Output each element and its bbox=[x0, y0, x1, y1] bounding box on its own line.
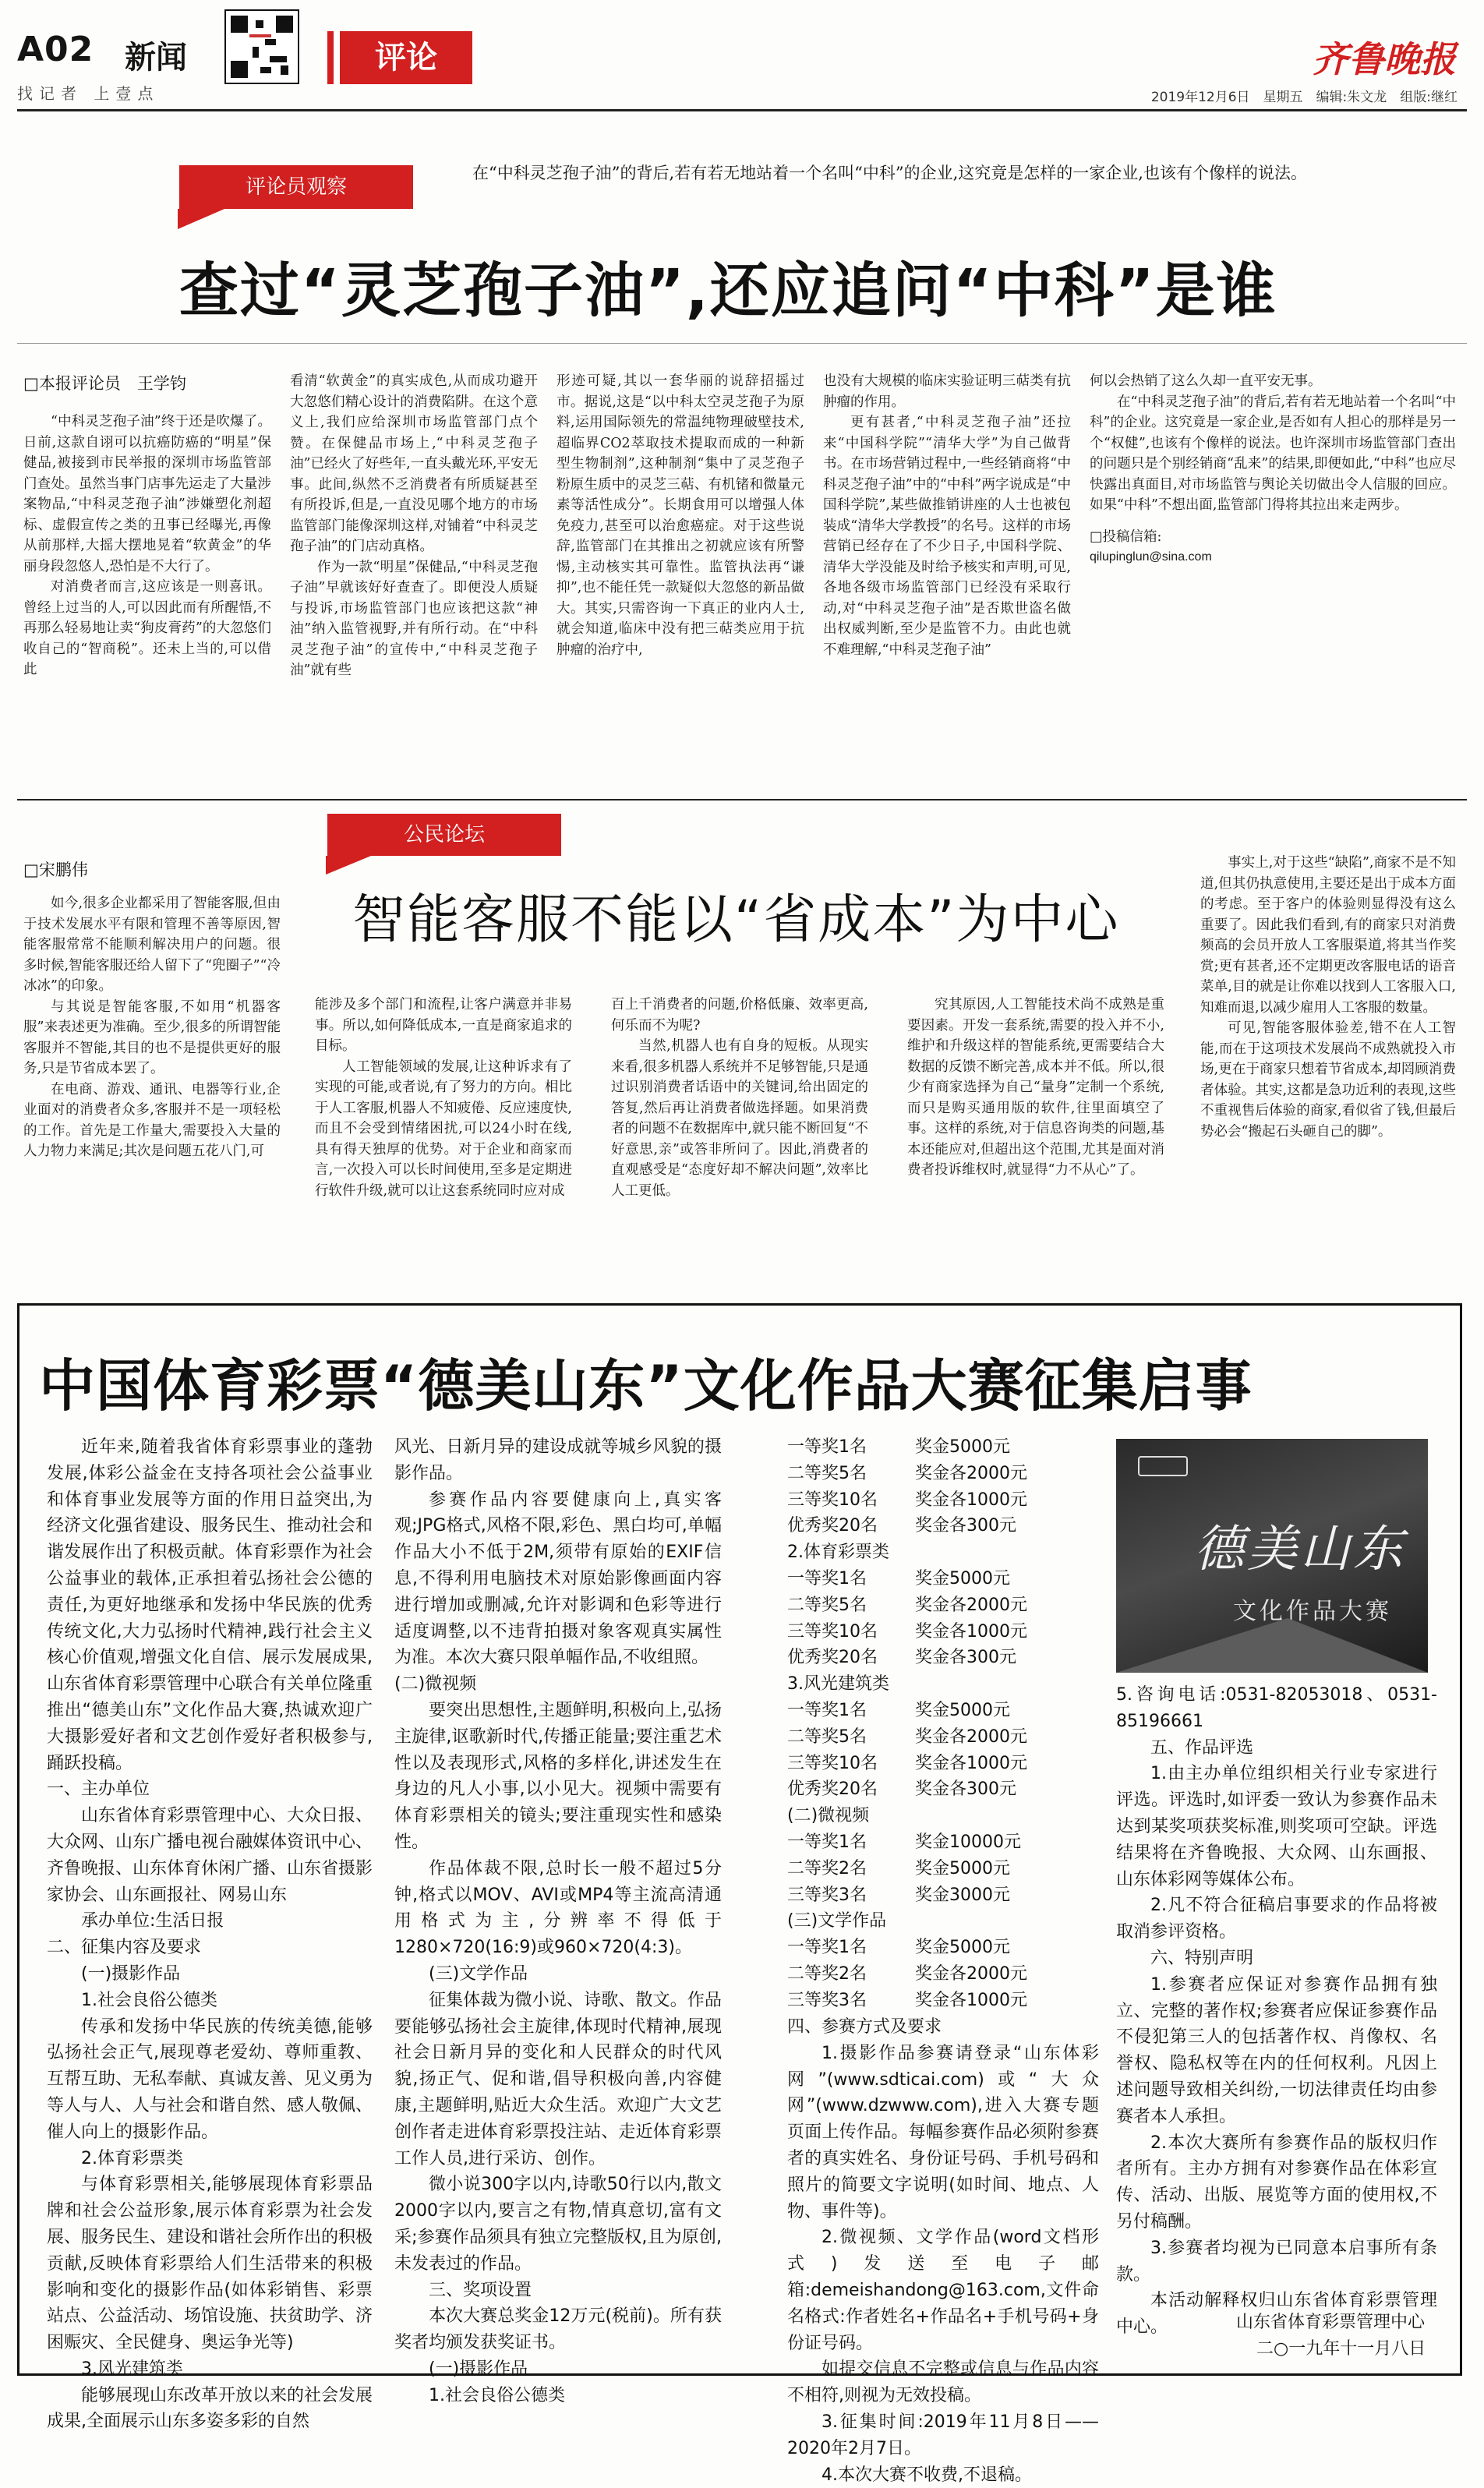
prize-amount: 奖金各2000元 bbox=[915, 1726, 1027, 1747]
paragraph: 四、参赛方式及要求 bbox=[787, 2017, 942, 2037]
paragraph: 事实上,对于这些“缺陷”,商家不是不知道,但其仍执意使用,主要还是出于成本方面的考虑。至于客户的体验则显得没有这么重要了。因此我们看到,有的商家只对消费频高的会员开放人工客服渠道,将其当作奖赏;更有甚者,还不定期更改客服电话的语音菜单,目的就是让你难以找到人工客服入口,知难而退,以减少雇用人工客服的数量。 bbox=[1200, 855, 1456, 1016]
paragraph: “中科灵芝孢子油”终于还是吹爆了。日前,这款自诩可以抗癌防癌的“明星”保健品,被接到市民举报的深圳市场监管部门查处。虽然当事门店事先运走了大量涉案物品,“中科灵芝孢子油”涉嫌塑化剂超标、虚假宣传之类的丑事已经曝光,再像从前那样,大摇大摆地晃着“软黄金”的华丽身段忽悠人,恐怕是不大行了。 bbox=[23, 414, 271, 574]
prize-amount: 奖金5000元 bbox=[915, 1858, 1010, 1878]
kicker-pointer bbox=[326, 856, 371, 875]
prize-rank: 优秀奖20名 bbox=[787, 1779, 878, 1800]
paragraph: 究其原因,人工智能技术尚不成熟是重要因素。开发一套系统,需要的投入并不小,维护和升级这样的智能系统,更需要结合大数据的反馈不断完善,成本并不低。所以,很少有商家选择为自己“量身”定制一个系统,而只是购买通用版的软件,往里面填空了事。这样的系统,对于信息咨询类的问题,基本还能应对,但超出这个范围,尤其是面对消费者投诉维权时,就显得“力不从心”了。 bbox=[907, 997, 1164, 1178]
prize-row bbox=[787, 1619, 1099, 1645]
paragraph: 能涉及多个部门和流程,让客户满意并非易事。所以,如何降低成本,一直是商家追求的目标。 bbox=[315, 997, 572, 1054]
prize-rank: 三等奖10名 bbox=[787, 1621, 878, 1642]
prize-amount: 奖金3000元 bbox=[915, 1885, 1010, 1905]
article1-column-5 bbox=[1090, 371, 1456, 568]
paragraph: 风光、日新月异的建设成就等城乡风貌的摄影作品。 bbox=[394, 1437, 722, 1483]
paragraph: 看清“软黄金”的真实成色,从而成功避开大忽悠们精心设计的消费陷阱。在这个意义上,我们应给深圳市场监管部门点个赞。在保健品市场上,“中科灵芝孢子油”已经火了好些年,一直头戴光环,平安无事。此间,纵然不乏消费者有所质疑甚至有所投诉,但是,一直没见哪个地方的市场监管部门能像深圳这样,对铺着“中科灵芝孢子油”的门店动真格。 bbox=[290, 373, 538, 554]
article1-byline: □本报评论员 王学钧 bbox=[23, 374, 186, 393]
notice-column-1 bbox=[47, 1434, 373, 2435]
paragraph: 1.参赛者应保证对参赛作品拥有独立、完整的著作权;参赛者应保证参赛作品不侵犯第三人的包括著作权、肖像权、名誉权、隐私权等在内的任何权利。凡因上述问题导致相关纠纷,一切法律责任均由参赛者本人承担。 bbox=[1116, 1974, 1437, 2126]
notice-column-2 bbox=[394, 1434, 722, 2408]
prize-row bbox=[787, 1645, 1099, 1671]
paragraph: (三)文学作品 bbox=[429, 1963, 528, 1984]
prize-row bbox=[787, 1434, 1099, 1461]
prize-amount: 奖金各300元 bbox=[915, 1779, 1016, 1800]
paragraph: 与体育彩票相关,能够展现体育彩票品牌和社会公益形象,展示体育彩票为社会发展、服务民生、建设和谐社会所作出的积极贡献,反映体育彩票给人们生活带来的积极影响和变化的摄影作品(如体彩销售、彩票站点、公益活动、场馆设施、扶贫助学、济困赈灾、全民健身、奥运争光等) bbox=[47, 2175, 373, 2353]
paragraph: 对消费者而言,这应该是一则喜讯。曾经上过当的人,可以因此而有所醒悟,不再那么轻易地让卖“狗皮膏药”的大忽悠们收自己的“智商税”。还未上当的,可以借此 bbox=[23, 579, 271, 677]
notice-column-4 bbox=[1116, 1682, 1437, 2341]
prize-amount: 奖金各1000元 bbox=[915, 1621, 1027, 1642]
poster-mountain-shape bbox=[1116, 1618, 1428, 1673]
article2-title: 智能客服不能以“省成本”为中心 bbox=[352, 889, 1120, 951]
article1-column-1 bbox=[23, 412, 271, 680]
prize-row bbox=[787, 1671, 1099, 1698]
article1-column-4 bbox=[823, 371, 1071, 660]
prize-rank: 三等奖3名 bbox=[787, 1990, 867, 2010]
paragraph: 1.社会良俗公德类 bbox=[81, 1990, 217, 2010]
notice-column-3 bbox=[787, 2014, 1099, 2488]
paragraph: (一)摄影作品 bbox=[81, 1963, 181, 1984]
paragraph: 近年来,随着我省体育彩票事业的蓬勃发展,体彩公益金在支持各项社会公益事业和体育事业发展等方面的作用日益突出,为经济文化强省建设、服务民生、推动社会和谐发展作出了积极贡献。体育彩票作为社会公益事业的载体,正承担着弘扬社会公德的责任,为更好地继承和发扬中华民族的优秀传统文化,大力弘扬时代精神,践行社会主义核心价值观,增强文化自信、展示发展成果,山东省体育彩票管理中心联合有关单位隆重推出“德美山东”文化作品大赛,热诚欢迎广大摄影爱好者和文艺创作爱好者积极参与,踊跃投稿。 bbox=[47, 1437, 373, 1773]
paragraph: 如今,很多企业都采用了智能客服,但由于技术发展水平有限和管理不善等原因,智能客服常常不能顺利解决用户的问题。很多时候,智能客服还给人留下了“兜圈子”“冷冰冰”的印象。 bbox=[23, 896, 281, 994]
paragraph: 在电商、游戏、通讯、电器等行业,企业面对的消费者众多,客服并不是一项轻松的工作。首先是工作量大,需要投入大量的人力物力来满足;其次是问题五花八门,可 bbox=[23, 1081, 281, 1159]
paragraph: 4.本次大赛不收费,不退稿。 bbox=[822, 2465, 1032, 2485]
paragraph: 更有甚者,“中科灵芝孢子油”还拉来“中国科学院”“清华大学”为自己做背书。在市场营销过程中,一些经销商将“中科灵芝孢子油”中的“中科”两字说成是“中国科学院”,某些做推销讲座的人士也被包装成“清华大学教授”的名号。这样的市场营销已经存在了不少日子,中国科学院、清华大学没能及时给予核实和声明,可见,各地各级市场监管部门已经没有采取行动,对“中科灵芝孢子油”是否欺世盗名做出权威判断,至少是监管不力。由此也就不难理解,“中科灵芝孢子油” bbox=[823, 415, 1071, 658]
paragraph: 人工智能领域的发展,让这种诉求有了实现的可能,或者说,有了努力的方向。相比于人工客服,机器人不知疲倦、反应速度快,而且不会受到情绪困扰,可以24小时在线,具有得天独厚的优势。对于企业和商家而言,一次投入可以长时间使用,至多是定期进行软件升级,就可以让这套系统同时应对成 bbox=[315, 1058, 572, 1199]
prize-amount: 奖金各1000元 bbox=[915, 1753, 1027, 1773]
paragraph: 5.咨询电话:0531-82053018、0531-85196661 bbox=[1116, 1685, 1437, 1731]
prize-rank: 二等奖5名 bbox=[787, 1726, 867, 1747]
prize-row bbox=[787, 1461, 1099, 1487]
prize-rank: (二)微视频 bbox=[787, 1806, 870, 1826]
prize-rank: 三等奖10名 bbox=[787, 1753, 878, 1773]
prize-row bbox=[787, 1539, 1099, 1566]
article2-column-5 bbox=[1200, 853, 1456, 1142]
paragraph: 1.摄影作品参赛请登录“山东体彩网”(www.sdticai.com)或“大众网”(www.dzwww.com),进入大赛专题页面上传作品。每幅参赛作品必须附参赛者的真实姓名、身份证号码、手机号码和照片的简要文字说明(如时间、地点、人物、事件等)。 bbox=[787, 2043, 1099, 2221]
prize-rank: 一等奖1名 bbox=[787, 1832, 867, 1852]
article2-column-1 bbox=[23, 893, 281, 1162]
paragraph: 本活动解释权归山东省体育彩票管理中心。 bbox=[1116, 2291, 1437, 2338]
paragraph: 在“中科灵芝孢子油”的背后,若有若无地站着一个名叫“中科”的企业。这究竟是一家企业,是否如有人担心的那样是另一个“权健”,也该有个像样的说法。也许深圳市场监管部门查出的问题只是个别经销商“乱来”的结果,即便如此,“中科”也应尽快露出真面目,对市场监管与舆论关切做出令人信服的回应。如果“中科”不想出面,监管部门得将其拉出来走两步。 bbox=[1090, 394, 1456, 513]
signature-org: 山东省体育彩票管理中心 bbox=[1236, 2313, 1426, 2332]
page-number: A02 bbox=[17, 30, 94, 69]
qr-code-icon[interactable] bbox=[224, 9, 299, 84]
prize-amount: 奖金5000元 bbox=[915, 1938, 1010, 1958]
date-line: 2019年12月6日 星期五 编辑:朱文龙 组版:继红 bbox=[1150, 90, 1458, 105]
prize-row bbox=[787, 1829, 1099, 1856]
prize-amount: 奖金各2000元 bbox=[915, 1963, 1027, 1984]
article1-title-rule bbox=[17, 343, 1467, 344]
prize-rank: 二等奖5名 bbox=[787, 1463, 867, 1483]
paragraph: (二)微视频 bbox=[394, 1674, 477, 1695]
paragraph: 微小说300字以内,诗歌50行以内,散文2000字以内,要言之有物,情真意切,富有文采;参赛作品须具有独立完整版权,且为原创,未发表过的作品。 bbox=[394, 2175, 722, 2274]
prize-amount: 奖金5000元 bbox=[915, 1700, 1010, 1720]
prize-rank: 3.风光建筑类 bbox=[787, 1674, 889, 1695]
prize-row bbox=[787, 1487, 1099, 1514]
article1-column-2 bbox=[290, 371, 538, 681]
poster-emblem-icon bbox=[1138, 1456, 1188, 1476]
prize-row bbox=[787, 1592, 1099, 1619]
prize-rank: 一等奖1名 bbox=[787, 1568, 867, 1589]
prize-amount: 奖金5000元 bbox=[915, 1568, 1010, 1589]
prize-amount: 奖金各300元 bbox=[915, 1516, 1016, 1536]
poster-subtitle: 文化作品大赛 bbox=[1233, 1598, 1392, 1625]
email-address[interactable]: qilupinglun@sina.com bbox=[1090, 550, 1212, 564]
article1-kicker: 评论员观察 bbox=[179, 165, 413, 209]
prize-rank: 二等奖5名 bbox=[787, 1595, 867, 1615]
section-slogan: 找记者 上壹点 bbox=[17, 84, 160, 103]
prize-row bbox=[787, 1698, 1099, 1724]
header-tag-bar bbox=[327, 31, 334, 84]
header-tag[interactable]: 评论 bbox=[340, 31, 472, 84]
paragraph: 传承和发扬中华民族的传统美德,能够弘扬社会正气,展现尊老爱幼、尊师重教、互帮互助、无私奉献、真诚友善、见义勇为等人与人、人与社会和谐自然、感人敬佩、催人向上的摄影作品。 bbox=[47, 2016, 373, 2142]
article1-column-3 bbox=[556, 371, 804, 660]
prize-rank: 优秀奖20名 bbox=[787, 1648, 878, 1668]
paragraph: 2.体育彩票类 bbox=[81, 2148, 183, 2168]
prize-row bbox=[787, 1908, 1099, 1935]
paragraph: 3.风光建筑类 bbox=[81, 2359, 183, 2379]
paragraph: 能够展现山东改革开放以来的社会发展成果,全面展示山东多姿多彩的自然 bbox=[47, 2385, 373, 2432]
paragraph: 2.本次大赛所有参赛作品的版权归作者所有。主办方拥有对参赛作品在体彩宣传、活动、出版、展览等方面的使用权,不另付稿酬。 bbox=[1116, 2133, 1437, 2232]
prize-row bbox=[787, 1513, 1099, 1539]
prize-rank: 优秀奖20名 bbox=[787, 1516, 878, 1536]
prize-row bbox=[787, 1935, 1099, 1961]
paragraph: 1.社会良俗公德类 bbox=[429, 2385, 565, 2405]
paragraph: (一)摄影作品 bbox=[429, 2359, 528, 2379]
signature-date: 二○一九年十一月八日 bbox=[1256, 2339, 1426, 2359]
prize-row bbox=[787, 1803, 1099, 1829]
paragraph: 作为一款“明星”保健品,“中科灵芝孢子油”早就该好好查查了。即便没人质疑与投诉,市场监管部门也应该把这款“神油”纳入监管视野,并有所行动。在“中科灵芝孢子油”的宣传中,“中科灵芝孢子油”就有些 bbox=[290, 559, 538, 678]
prize-rank: 三等奖10名 bbox=[787, 1490, 878, 1510]
paragraph: 与其说是智能客服,不如用“机器客服”来表述更为准确。至少,很多的所谓智能客服并不智能,其目的也不是提供更好的服务,只是节省成本罢了。 bbox=[23, 998, 281, 1076]
newspaper-logo: 齐鲁晚报 bbox=[1313, 38, 1456, 80]
prize-amount: 奖金各1000元 bbox=[915, 1990, 1027, 2010]
prize-rank: (三)文学作品 bbox=[787, 1911, 887, 1931]
paragraph: 作品体裁不限,总时长一般不超过5分钟,格式以MOV、AVI或MP4等主流高清通用格式为主,分辨率不得低于1280×720(16:9)或960×720(4:3)。 bbox=[394, 1858, 722, 1958]
article2-kicker: 公民论坛 bbox=[327, 814, 561, 856]
prize-rank: 二等奖2名 bbox=[787, 1858, 867, 1878]
paragraph: 3.征集时间:2019年11月8日——2020年2月7日。 bbox=[787, 2412, 1099, 2458]
header-rule bbox=[17, 109, 1467, 111]
paragraph: 当然,机器人也有自身的短板。从现实来看,很多机器人系统并不足够智能,只是通过识别消费者话语中的关键词,给出固定的答复,然后再让消费者做选择题。如果消费者的问题不在数据库中,就只能不断回复“不好意思,亲”或答非所问了。因此,消费者的直观感受是“态度好却不解决问题”,效率比人工更低。 bbox=[611, 1038, 868, 1199]
paragraph: 山东省体育彩票管理中心、大众日报、大众网、山东广播电视台融媒体资讯中心、齐鲁晚报、山东体育休闲广播、山东省摄影家协会、山东画报社、网易山东 bbox=[47, 1806, 373, 1905]
prize-amount: 奖金各1000元 bbox=[915, 1490, 1027, 1510]
prize-row bbox=[787, 1776, 1099, 1803]
prize-row bbox=[787, 1566, 1099, 1592]
prize-row bbox=[787, 1988, 1099, 2014]
prize-rank: 三等奖3名 bbox=[787, 1885, 867, 1905]
article1-title: 查过“灵芝孢子油”,还应追问“中科”是谁 bbox=[179, 256, 1277, 325]
prize-row bbox=[787, 1882, 1099, 1909]
paragraph: 如提交信息不完整或信息与作品内容不相符,则视为无效投稿。 bbox=[787, 2359, 1099, 2406]
paragraph: 也没有大规模的临床实验证明三萜类有抗肿瘤的作用。 bbox=[823, 373, 1071, 410]
paragraph: 承办单位:生活日报 bbox=[81, 1911, 224, 1931]
email-label: □投稿信箱: bbox=[1090, 528, 1162, 545]
prize-amount: 奖金各2000元 bbox=[915, 1595, 1027, 1615]
article2-column-3 bbox=[611, 995, 868, 1201]
prize-rank: 一等奖1名 bbox=[787, 1700, 867, 1720]
kicker-pointer bbox=[178, 209, 224, 229]
poster-title: 德美山东 bbox=[1194, 1521, 1406, 1578]
article1-bottom-rule bbox=[17, 799, 1467, 800]
article1-intro: 在“中科灵芝孢子油”的背后,若有若无地站着一个名叫“中科”的企业,这究竟是怎样的一家企业,也该有个像样的说法。 bbox=[472, 164, 1307, 182]
paragraph: 本次大赛总奖金12万元(税前)。所有获奖者均颁发获奖证书。 bbox=[394, 2306, 722, 2353]
paragraph: 形迹可疑,其以一套华丽的说辞招摇过市。据说,这是“以中科太空灵芝孢子为原料,运用国际领先的常温纯物理破壁技术,超临界CO2萃取技术提取而成的一种新型生物制剂”,这种制剂“集中了灵芝孢子粉原生质中的灵芝三萜、有机锗和微量元素等活性成分”。长期食用可以增强人体免疫力,甚至可以治愈癌症。对于这些说辞,监管部门在其推出之初就应该有所警惕,主动核实其可靠性。监管执法再“谦抑”,也不能任凭一款疑似大忽悠的新品做大。其实,只需咨询一下真正的业内人士,就会知道,临床中没有把三萜类应用于抗肿瘤的治疗中, bbox=[556, 373, 804, 658]
paragraph: 2.微视频、文学作品(word文档形式)发送至电子邮箱:demeishandong@163.com,文件命名格式:作者姓名+作品名+手机号码+身份证号码。 bbox=[787, 2228, 1099, 2353]
contest-poster-image bbox=[1116, 1439, 1428, 1673]
paragraph: 征集体裁为微小说、诗歌、散文。作品要能够弘扬社会主旋律,体现时代精神,展现社会日新月异的变化和人民群众的时代风貌,扬正气、促和谐,倡导积极向善,内容健康,主题鲜明,贴近大众生活。欢迎广大文艺创作者走进体育彩票投注站、走近体育彩票工作人员,进行采访、创作。 bbox=[394, 1990, 722, 2168]
prize-row bbox=[787, 1856, 1099, 1882]
prize-list bbox=[787, 1434, 1099, 2014]
paragraph: 百上千消费者的问题,价格低廉、效率更高,何乐而不为呢? bbox=[611, 997, 868, 1034]
notice-title: 中国体育彩票“德美山东”文化作品大赛征集启事 bbox=[39, 1353, 1253, 1419]
prize-row bbox=[787, 1724, 1099, 1751]
prize-amount: 奖金各300元 bbox=[915, 1648, 1016, 1668]
paragraph: 3.参赛者均视为已同意本启事所有条款。 bbox=[1116, 2238, 1437, 2285]
article2-column-2 bbox=[315, 995, 572, 1201]
prize-rank: 一等奖1名 bbox=[787, 1938, 867, 1958]
paragraph: 可见,智能客服体验差,错不在人工智能,而在于这项技术发展尚不成熟就投入市场,更在于商家只想着节省成本,却罔顾消费者体验。其实,这都是急功近利的表现,这些不重视售后体验的商家,看似省了钱,但最后势必会“搬起石头砸自己的脚”。 bbox=[1200, 1020, 1456, 1140]
section-name: 新闻 bbox=[125, 40, 187, 76]
article2-column-4 bbox=[907, 995, 1164, 1181]
prize-rank: 一等奖1名 bbox=[787, 1437, 867, 1457]
prize-rank: 2.体育彩票类 bbox=[787, 1543, 889, 1563]
paragraph: 二、征集内容及要求 bbox=[47, 1938, 202, 1958]
prize-amount: 奖金5000元 bbox=[915, 1437, 1010, 1457]
article2-byline: □宋鹏伟 bbox=[23, 861, 88, 879]
prize-row bbox=[787, 1961, 1099, 1988]
prize-row bbox=[787, 1751, 1099, 1777]
prize-rank: 二等奖2名 bbox=[787, 1963, 867, 1984]
paragraph: 五、作品评选 bbox=[1150, 1737, 1254, 1758]
paragraph: 参赛作品内容要健康向上,真实客观;JPG格式,风格不限,彩色、黑白均可,单幅作品大小不低于2M,须带有原始的EXIF信息,不得利用电脑技术对原始影像画面内容进行增加或删减,允许对影调和色彩等进行适度调整,以不违背拍摄对象客观真实属性为准。本次大赛只限单幅作品,不收组照。 bbox=[394, 1490, 722, 1668]
paragraph: 何以会热销了这么久却一直平安无事。 bbox=[1090, 373, 1322, 389]
prize-amount: 奖金各2000元 bbox=[915, 1463, 1027, 1483]
prize-amount: 奖金10000元 bbox=[915, 1832, 1021, 1852]
paragraph: 六、特别声明 bbox=[1150, 1948, 1254, 1968]
paragraph: 1.由主办单位组织相关行业专家进行评选。评选时,如评委一致认为参赛作品未达到某奖项获奖标准,则奖项可空缺。评选结果将在齐鲁晚报、大众网、山东画报、山东体彩网等媒体公布。 bbox=[1116, 1764, 1437, 1889]
paragraph: 2.凡不符合征稿启事要求的作品将被取消参评资格。 bbox=[1116, 1896, 1437, 1942]
paragraph: 三、奖项设置 bbox=[429, 2280, 532, 2300]
paragraph: 要突出思想性,主题鲜明,积极向上,弘扬主旋律,讴歌新时代,传播正能量;要注重艺术性以及表现形式,风格的多样化,讲述发生在身边的凡人小事,以小见大。视频中需要有体育彩票相关的镜头;要注重现实性和感染性。 bbox=[394, 1700, 722, 1852]
paragraph: 一、主办单位 bbox=[47, 1779, 150, 1800]
